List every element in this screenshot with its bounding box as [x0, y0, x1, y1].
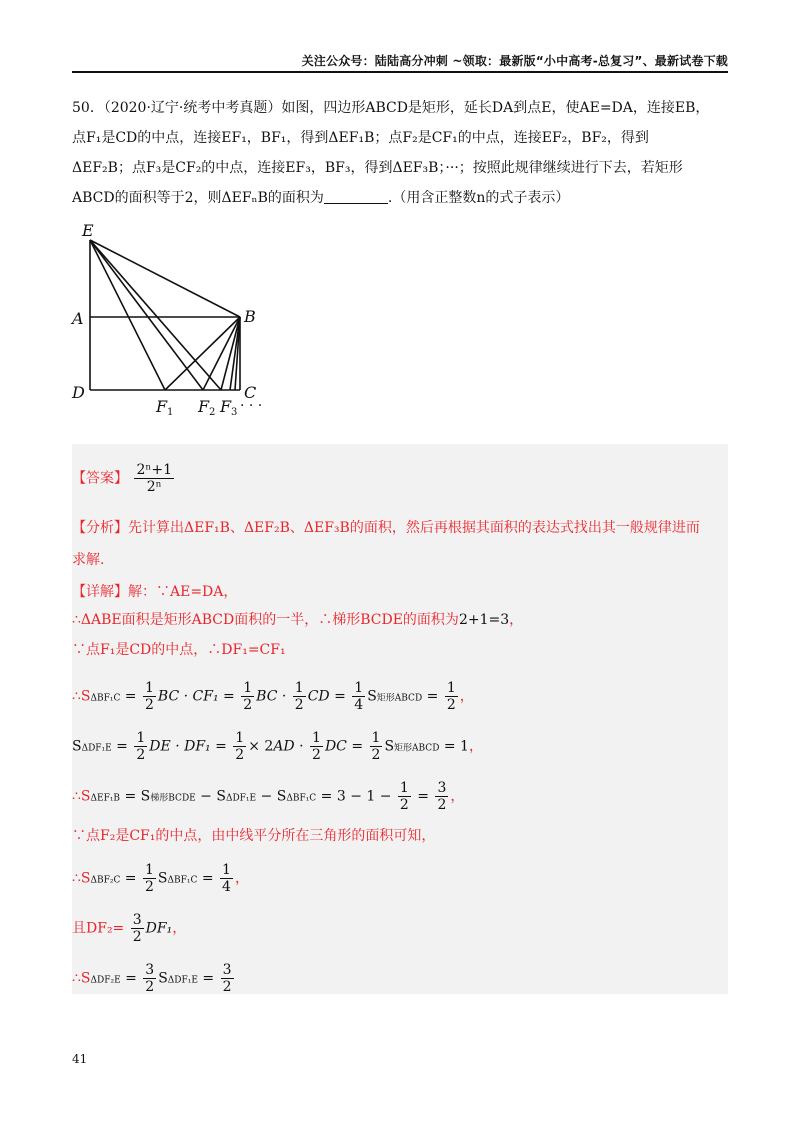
detail-text-4: ∴S	[72, 688, 91, 705]
label-F2: F	[198, 397, 210, 416]
header-rule	[72, 71, 728, 73]
question-line-1: 50．（2020·辽宁·统考中考真题）如图，四边形ABCD是矩形，延长DA到点E，使AE=DA，连接EB，	[72, 100, 710, 116]
detail-text-9: 且DF₂=	[72, 920, 125, 937]
detail-text-2c: ，	[509, 612, 524, 628]
question-line-4-a: ABCD的面积等于2，则ΔEFₙB的面积为	[72, 190, 324, 206]
label-E: E	[82, 221, 94, 240]
detail-line-9: 且DF₂= $\frac{3}{2}$ DF₁，	[72, 912, 187, 945]
label-D: D	[72, 383, 85, 402]
line-E-F3	[90, 240, 221, 390]
detail-line-2	[72, 610, 523, 630]
detail-text-1: 解：∵AE=DA，	[128, 584, 238, 600]
answer-tag: 【答案】	[72, 470, 128, 487]
question-line-4	[72, 183, 732, 213]
answer-denominator: 2ⁿ	[146, 479, 162, 495]
question-line-4-b: .（用含正整数n的式子表示）	[387, 190, 570, 206]
line-E-B	[90, 240, 240, 317]
detail-line-5: SΔDF₁E = $\frac{1}{2}$ DE · DF₁ = $\frac{1}{2}$ × 2AD · $\frac{1}{2}$ DC = $\frac{1}{2}$ S矩形ABCD = 1，	[72, 730, 483, 763]
answer-fraction	[134, 462, 174, 495]
detail-line-1	[72, 582, 237, 602]
label-F2-sub: 2	[209, 407, 216, 418]
label-B: B	[244, 307, 256, 326]
detail-tag: 【详解】	[72, 584, 128, 600]
label-F1-sub: 1	[167, 407, 174, 418]
detail-text-10: ∴S	[72, 970, 91, 987]
detail-text-2a: ∴ΔABE面积是矩形ABCD面积的一半，∴梯形BCDE的面积为	[72, 612, 459, 628]
geometry-figure	[66, 220, 286, 420]
detail-text-6: ∴S	[72, 788, 91, 805]
line-E-F2	[90, 240, 203, 390]
detail-line-10: ∴SΔDF₂E = $\frac{3}{2}$ SΔDF₁E = $\frac{3}{2}$	[72, 962, 232, 995]
question-block	[72, 93, 732, 213]
answer-line	[72, 462, 176, 495]
label-F3: F	[220, 397, 232, 416]
detail-text-2b: 2+1=3	[458, 612, 510, 628]
question-line-2: 点F₁是CD的中点，连接EF₁，BF₁，得到ΔEF₁B；点F₂是CF₁的中点，连接EF₂，BF₂，得到	[72, 130, 649, 146]
analysis-tag: 【分析】	[72, 520, 128, 536]
label-F3-sub: 3	[231, 407, 238, 418]
answer-numerator: 2ⁿ+1	[136, 462, 173, 478]
detail-text-8: ∴S	[72, 870, 91, 887]
detail-line-7: ∵点F₂是CF₁的中点，由中线平分所在三角形的面积可知，	[72, 828, 436, 844]
label-C: C	[244, 383, 257, 402]
page-header: 关注公众号：陆陆高分冲刺 ~领取：最新版“小中高考-总复习”、最新试卷下载	[301, 54, 728, 68]
detail-line-8: ∴SΔBF₂C = $\frac{1}{2}$ SΔBF₁C = $\frac{1}{4}$ ，	[72, 862, 249, 895]
label-A: A	[72, 309, 84, 328]
detail-text-5: S	[72, 738, 82, 755]
detail-line-6: ∴SΔEF₁B = S梯形BCDE − SΔDF₁E − SΔBF₁C = 3 − 1 − $\frac{1}{2}$ = $\frac{3}{2}$ ，	[72, 780, 465, 813]
analysis-text-1: 先计算出ΔEF₁B、ΔEF₂B、ΔEF₃B的面积，然后再根据其面积的表达式找出其一般规律进而	[128, 520, 700, 536]
detail-line-3: ∵点F₁是CD的中点，∴DF₁=CF₁	[72, 642, 286, 658]
label-F1: F	[156, 397, 168, 416]
line-E-F1	[90, 240, 165, 390]
analysis-line-2: 求解.	[72, 552, 105, 568]
analysis-line-1	[72, 518, 700, 538]
page-number: 41	[72, 1052, 88, 1066]
question-line-3: ΔEF₂B；点F₃是CF₂的中点，连接EF₃，BF₃，得到ΔEF₃B；···；按照此规律继续进行下去，若矩形	[72, 160, 683, 176]
answer-blank	[324, 189, 388, 204]
label-dots: · · ·	[240, 398, 263, 414]
detail-line-4: ∴SΔBF₁C = $\frac{1}{2}$ BC · CF₁ = $\frac{1}{2}$ BC · $\frac{1}{2}$ CD = $\frac{1}{4}$ S矩形ABCD = $\frac{1}{2}$ ，	[72, 680, 474, 713]
